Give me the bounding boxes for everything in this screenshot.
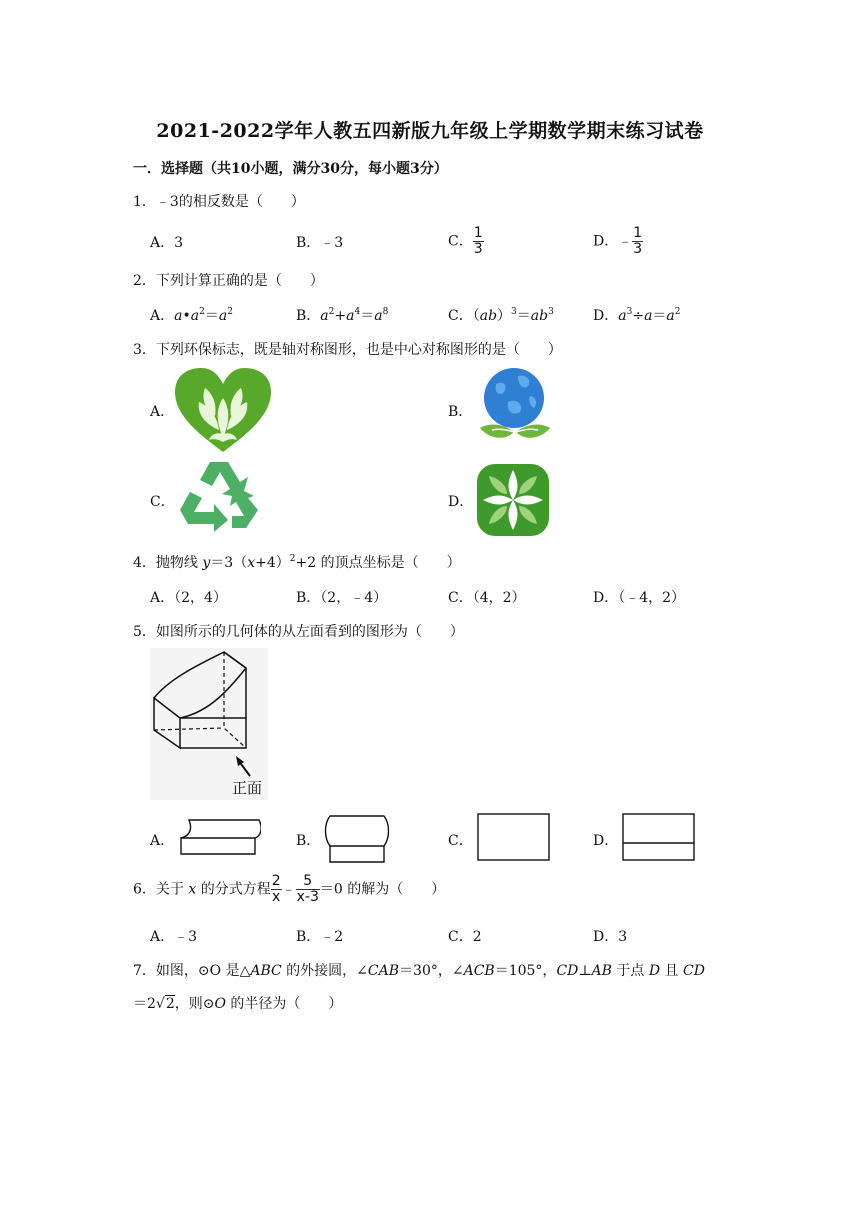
recycle-logo	[174, 458, 262, 534]
q3-option-a-label: A．	[150, 404, 175, 420]
q2-option-a: A．$a•a^2=a^2$	[150, 307, 233, 324]
q4-option-d: D．（﹣4，2）	[593, 590, 686, 606]
q3-option-b-label: B．	[448, 404, 473, 420]
q4-stem: 4．抛物线 $y=3(x+4)^2+2$ 的顶点坐标是（ ）	[133, 554, 461, 571]
q5-option-d-figure	[621, 812, 697, 862]
globe-leaves-logo	[474, 366, 556, 450]
q5-option-a-figure	[175, 814, 261, 860]
fraction: $\frac{1}{3}$	[633, 225, 643, 257]
exam-title: 2021-2022学年人教五四新版九年级上学期数学期末练习试卷	[156, 120, 704, 142]
q1-option-c: C． $\frac{1}{3}$	[448, 225, 483, 257]
q6-option-d: D．3	[593, 929, 628, 945]
q5-option-c-label: C．	[448, 833, 473, 849]
q5-option-a-label: A．	[150, 833, 175, 849]
sqrt: √2	[155, 996, 175, 1012]
q6-option-b: B．﹣2	[296, 929, 344, 945]
q4-option-c: C．（4，2）	[448, 590, 526, 606]
fraction: $\frac{1}{3}$	[473, 225, 483, 257]
q4-option-b: B．（2，﹣4）	[296, 590, 388, 606]
q5-option-c-figure	[476, 812, 552, 862]
section-heading: 一．选择题（共10小题，满分30分，每小题3分）	[133, 161, 448, 177]
four-leaf-logo	[477, 464, 549, 536]
q1-option-a: A．3	[150, 235, 184, 251]
q6-stem: 6．关于 x 的分式方程 $\frac{2}{x}$ ﹣ $\frac{5}{x-3}$ ＝0 的解为（ ）	[133, 873, 446, 905]
q3-option-d-label: D．	[448, 494, 474, 510]
front-label: 正面	[232, 779, 263, 797]
q2-stem: 2．下列计算正确的是（ ）	[133, 273, 324, 289]
q3-option-c-label: C．	[150, 494, 175, 510]
q5-option-b-label: B．	[296, 833, 321, 849]
q4-option-a: A．（2，4）	[150, 590, 227, 606]
q1-option-d: D．﹣ $\frac{1}{3}$	[593, 225, 643, 257]
q5-stem: 5．如图所示的几何体的从左面看到的图形为（ ）	[133, 624, 464, 640]
q5-option-b-figure	[322, 810, 394, 864]
q1-option-b: B．﹣3	[296, 235, 344, 251]
q2-option-b: B．$a^2+a^4=a^8$	[296, 307, 389, 324]
q6-option-c: C．2	[448, 929, 482, 945]
heart-leaves-logo	[175, 368, 271, 454]
fraction: $\frac{2}{x}$	[271, 873, 281, 905]
q3-stem: 3．下列环保标志，既是轴对称图形，也是中心对称图形的是（ ）	[133, 342, 562, 358]
q5-option-d-label: D．	[593, 833, 619, 849]
q2-option-d: D．$a^3\div a=a^2$	[593, 307, 681, 324]
q6-option-a: A．﹣3	[150, 929, 198, 945]
fraction: $\frac{5}{x-3}$	[296, 873, 319, 905]
q7-stem-line2: ＝2√2，则⊙O 的半径为（ ）	[133, 996, 343, 1012]
q7-stem-line1: 7．如图，⊙O 是△ABC 的外接圆，∠CAB＝30°，∠ACB＝105°，CD⊥AB 于点 D 且 CD	[133, 963, 705, 979]
q1-stem: 1．﹣3的相反数是（ ）	[133, 194, 305, 210]
q2-option-c: C．$(ab)^3=ab^3$	[448, 307, 554, 324]
